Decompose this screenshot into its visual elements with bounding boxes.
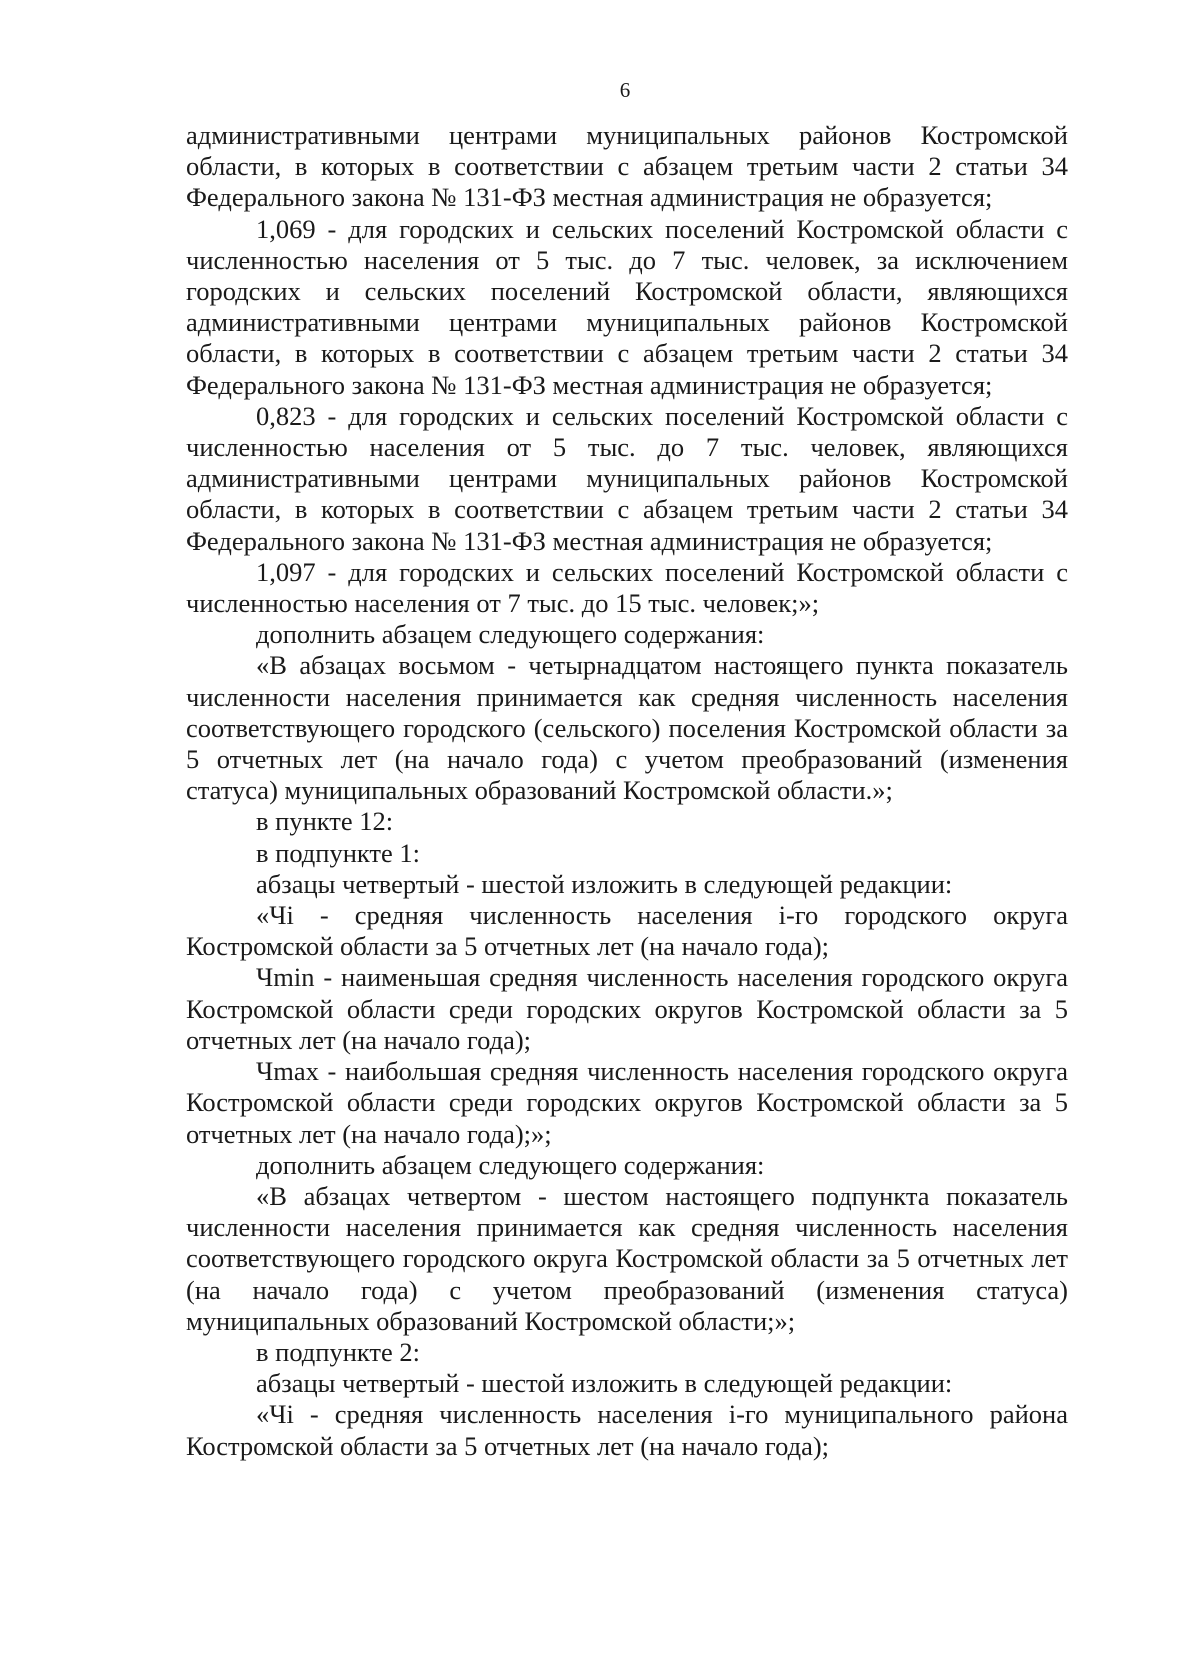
paragraph-quoted-addition: «В абзацах восьмом - четырнадцатом настоящего пункта показатель численности населения принимается как средняя численность населения соответствующего городского (сельского) поселения Костромской области за 5 отчетных лет (на начало года) с учетом преобразований (изменения статуса) муниципальных образований Костромской области.»; bbox=[186, 650, 1068, 806]
paragraph-add-clause: дополнить абзацем следующего содержания: bbox=[256, 619, 765, 650]
paragraph-item-12: в пункте 12: bbox=[256, 806, 394, 837]
paragraph-coefficient-1069: 1,069 - для городских и сельских поселений Костромской области с численностью населения от 5 тыс. до 7 тыс. человек, за исключением городских и сельских поселений Костромской области, являющихся административными центрами муниципальных районов Костромской области, в которых в соответствии с абзацем третьим части 2 статьи 34 Федерального закона № 131-ФЗ местная администрация не образуется; bbox=[186, 213, 1068, 400]
paragraph-chi-definition: «Чi - средняя численность населения i-го городского округа Костромской области за 5 отчетных лет (на начало года); bbox=[186, 900, 1068, 962]
paragraph-chmax-definition: Чmax - наибольшая средняя численность населения городского округа Костромской области среди городских округов Костромской области за 5 отчетных лет (на начало года);»; bbox=[186, 1056, 1068, 1149]
paragraph-continuation: административными центрами муниципальных районов Костромской области, в которых в соответствии с абзацем третьим части 2 статьи 34 Федерального закона № 131-ФЗ местная администрация не образуется; bbox=[186, 120, 1068, 213]
paragraph-coefficient-0823: 0,823 - для городских и сельских поселений Костромской области с численностью населения от 5 тыс. до 7 тыс. человек, являющихся административными центрами муниципальных районов Костромской области, в которых в соответствии с абзацем третьим части 2 статьи 34 Федерального закона № 131-ФЗ местная администрация не образуется; bbox=[186, 400, 1068, 556]
paragraph-chmin-definition: Чmin - наименьшая средняя численность населения городского округа Костромской области среди городских округов Костромской области за 5 отчетных лет (на начало года); bbox=[186, 962, 1068, 1055]
paragraph-coefficient-1097: 1,097 - для городских и сельских поселений Костромской области с численностью населения от 7 тыс. до 15 тыс. человек;»; bbox=[186, 556, 1068, 619]
page-number: 6 bbox=[619, 78, 631, 102]
paragraph-restate-clauses: абзацы четвертый - шестой изложить в следующей редакции: bbox=[256, 868, 953, 899]
paragraph-chi-definition-district: «Чi - средняя численность населения i-го муниципального района Костромской области за 5 отчетных лет (на начало года); bbox=[186, 1399, 1068, 1461]
paragraph-quoted-addition-2: «В абзацах четвертом - шестом настоящего подпункта показатель численности населения принимается как средняя численность населения соответствующего городского округа Костромской области за 5 отчетных лет (на начало года) с учетом преобразований (изменения статуса) муниципальных образований Костромской области;»; bbox=[186, 1180, 1068, 1336]
document-body bbox=[186, 120, 1068, 1462]
paragraph-subitem-2: в подпункте 2: bbox=[256, 1336, 421, 1367]
paragraph-subitem-1: в подпункте 1: bbox=[256, 837, 421, 868]
paragraph-add-clause-2: дополнить абзацем следующего содержания: bbox=[256, 1149, 765, 1180]
paragraph-restate-clauses-2: абзацы четвертый - шестой изложить в следующей редакции: bbox=[256, 1368, 953, 1399]
